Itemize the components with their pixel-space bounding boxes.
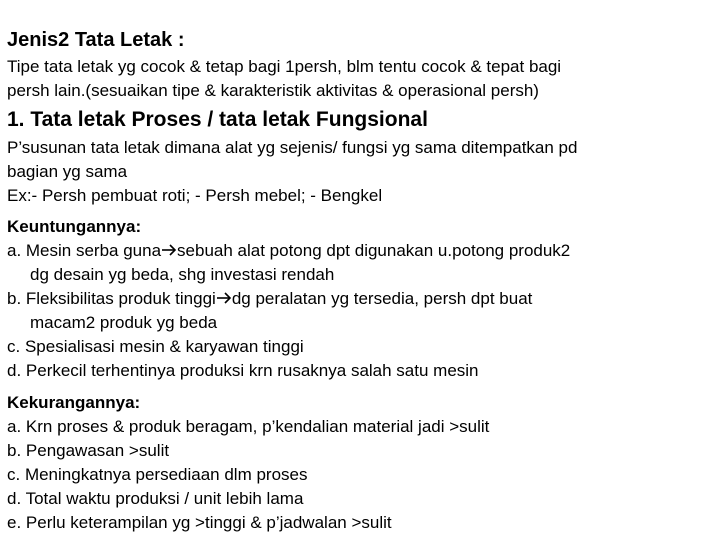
spacer	[7, 383, 713, 391]
disadvantage-item-d: d. Total waktu produksi / unit lebih lama	[7, 489, 304, 508]
disadvantage-item-e: e. Perlu keterampilan yg >tinggi & p’jadwalan >sulit	[7, 513, 392, 532]
advantage-a-detail: sebuah alat potong dpt digunakan u.potong produk2	[177, 241, 571, 260]
advantage-item-a	[7, 239, 713, 263]
intro-line-2: persh lain.(sesuaikan tipe & karakteristik aktivitas & operasional persh)	[7, 81, 539, 100]
advantage-a-text: a. Mesin serba guna	[7, 241, 162, 260]
advantage-b-continuation: macam2 produk yg beda	[30, 313, 218, 332]
definition-line-1: P’susunan tata letak dimana alat yg sejenis/ fungsi yg sama ditempatkan pd	[7, 138, 578, 157]
disadvantage-item-c: c. Meningkatnya persediaan dlm proses	[7, 465, 308, 484]
right-arrow-icon	[216, 291, 232, 305]
advantage-item-b	[7, 287, 713, 311]
section-title: 1. Tata letak Proses / tata letak Fungsional	[7, 108, 428, 131]
definition-line-2: bagian yg sama	[7, 162, 128, 181]
disadvantage-item-a: a. Krn proses & produk beragam, p’kendalian material jadi >sulit	[7, 417, 490, 436]
slide-content	[7, 28, 713, 535]
intro-line-1: Tipe tata letak yg cocok & tetap bagi 1persh, blm tentu cocok & tepat bagi	[7, 57, 562, 76]
advantage-a-continuation: dg desain yg beda, shg investasi rendah	[30, 265, 335, 284]
page-title: Jenis2 Tata Letak :	[7, 29, 185, 51]
disadvantages-title: Kekurangannya:	[7, 393, 141, 412]
advantage-b-text: b. Fleksibilitas produk tinggi	[7, 289, 216, 308]
advantage-item-d: d. Perkecil terhentinya produksi krn rusaknya salah satu mesin	[7, 361, 479, 380]
spacer	[7, 208, 713, 215]
advantages-title: Keuntungannya:	[7, 217, 142, 236]
advantage-b-detail: dg peralatan yg tersedia, persh dpt buat	[231, 289, 533, 308]
advantage-item-c: c. Spesialisasi mesin & karyawan tinggi	[7, 337, 304, 356]
examples-line: Ex:- Persh pembuat roti; - Persh mebel; - Bengkel	[7, 186, 383, 205]
right-arrow-icon	[161, 243, 177, 257]
disadvantage-item-b: b. Pengawasan >sulit	[7, 441, 170, 460]
